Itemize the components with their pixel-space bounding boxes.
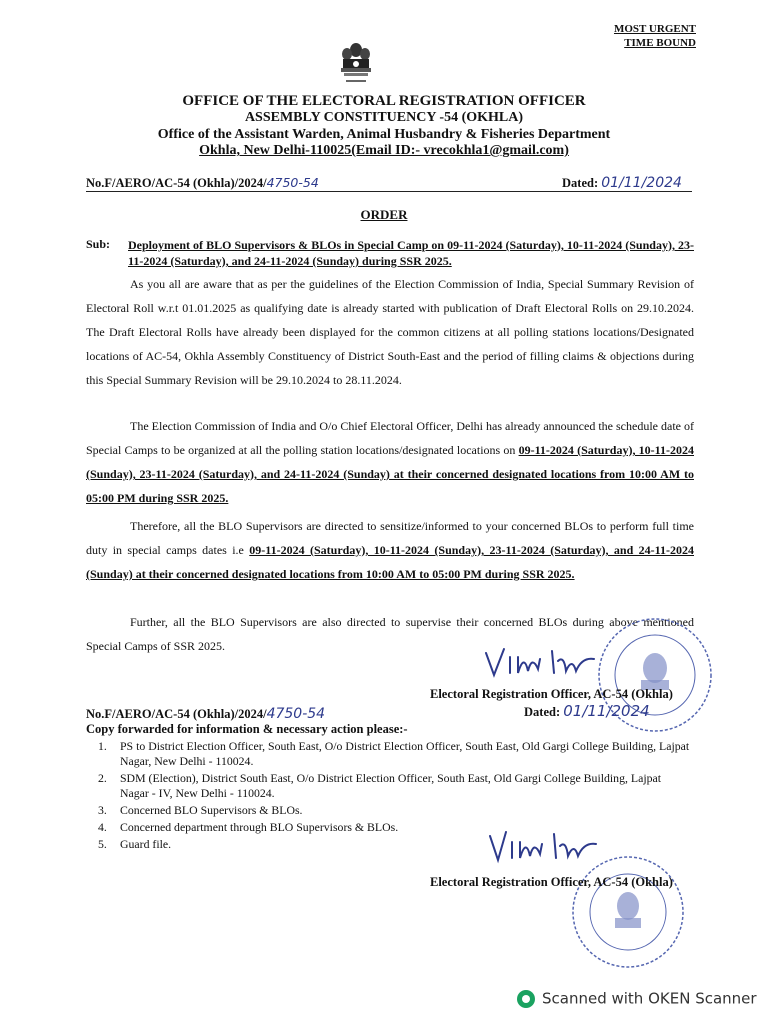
list-item: 2. SDM (Election), District South East, O/o District Election Officer, South East, Old Gargi College Building, Lajpat Nagar - IV, New Delhi - 110024. (98, 771, 662, 800)
paragraph-2-text: The Election Commission of India and O/o Chief Electoral Officer, Delhi has already announced the schedule date of Special Camps to be organized at all the polling station locations/designated locations on (86, 419, 694, 457)
copy-dated-label: Dated: (524, 705, 561, 719)
handwritten-ref-number: 4750-54 (266, 175, 319, 190)
office-address: Okhla, New Delhi-110025(Email ID:- vrecokhla1@gmail.com) (199, 143, 569, 158)
paragraph-1: As you all are aware that as per the guidelines of the Election Commission of India, Special Summary Revision of Electoral Roll w.r.t 01.01.2025 as qualifying date is already started with publication of Draft Electoral Rolls on 29.10.2024. The Draft Electoral Rolls have already been displayed for the common citizens at all polling stations locations/Designated locations of AC-54, Okhla Assembly Constituency of District South-East and the period of filling claims & objections during this Special Summary Revision will be 29.10.2024 to 28.11.2024. (86, 277, 694, 387)
reference-line (86, 175, 692, 192)
paragraph-3-dates: 09-11-2024 (Saturday), 10-11-2024 (Sunday), 23-11-2024 (Saturday), and 24-11-2024 (Sunday) at their concerned designated locations from 10:00 AM to 05:00 PM during SSR 2025. (86, 543, 694, 581)
list-item: 4. Concerned department through BLO Supervisors & BLOs. (98, 820, 399, 834)
handwritten-date: 01/11/2024 (601, 175, 682, 191)
dated-label: Dated: (562, 176, 599, 190)
copy-dated (524, 702, 650, 720)
order-heading: ORDER (360, 207, 408, 222)
office-seal-2 (570, 854, 686, 970)
urgency-line-2: TIME BOUND (624, 37, 696, 49)
paragraph-4: Further, all the BLO Supervisors are also directed to supervise their concerned BLOs during above mentioned Special Camps of SSR 2025. (86, 615, 694, 653)
list-item: 5. Guard file. (98, 837, 172, 851)
national-emblem-icon (334, 40, 378, 92)
paragraph-3-text: Therefore, all the BLO Supervisors are directed to sensitize/informed to your concerned BLOs to perform full time duty in special camps dates i.e (86, 519, 694, 557)
scanner-logo-icon (516, 989, 536, 1009)
copy-heading: Copy forwarded for information & necessary action please:- (86, 722, 408, 736)
paragraph-2-dates: 09-11-2024 (Saturday), 10-11-2024 (Sunday), 23-11-2024 (Saturday), and 24-11-2024 (Sunday) at their concerned designated locations from 10:00 AM to 05:00 PM during SSR 2025. (86, 443, 694, 505)
designation-2: Electoral Registration Officer, AC-54 (Okhla) (430, 875, 673, 889)
copy-list (98, 739, 692, 854)
paragraph-3 (86, 514, 694, 586)
list-item: 3. Concerned BLO Supervisors & BLOs. (98, 803, 303, 817)
urgency-marker (614, 22, 696, 50)
office-location: Office of the Assistant Warden, Animal Husbandry & Fisheries Department (157, 127, 611, 142)
urgency-line-1: MOST URGENT (613, 23, 696, 35)
subject-label: Sub: (86, 237, 111, 251)
designation-1: Electoral Registration Officer, AC-54 (Okhla) (430, 687, 673, 701)
reference-number: No.F/AERO/AC-54 (Okhla)/2024/ (86, 176, 267, 190)
list-item: 1. PS to District Election Officer, South East, O/o District Election Officer, South East, Old Gargi College Building, Lajpat Nagar, New Delhi - 110024. (98, 739, 690, 768)
scanner-label: Scanned with OKEN Scanner (542, 989, 757, 1008)
subject-text: Deployment of BLO Supervisors & BLOs in Special Camp on 09-11-2024 (Saturday), 10-11-2024 (Sunday), 23-11-2024 (Saturday), and 24-11-2024 (Sunday) during SSR 2025. (128, 238, 694, 268)
copy-handwritten-date: 01/11/2024 (563, 702, 650, 720)
office-title: OFFICE OF THE ELECTORAL REGISTRATION OFFICER (182, 93, 586, 109)
signature-1 (482, 645, 602, 679)
scanner-watermark (516, 989, 757, 1009)
copy-handwritten-number: 4750-54 (266, 706, 326, 722)
paragraph-2 (86, 414, 694, 510)
copy-reference (86, 706, 325, 722)
constituency-title: ASSEMBLY CONSTITUENCY -54 (OKHLA) (244, 110, 524, 125)
copy-reference-number: No.F/AERO/AC-54 (Okhla)/2024/ (86, 707, 267, 721)
